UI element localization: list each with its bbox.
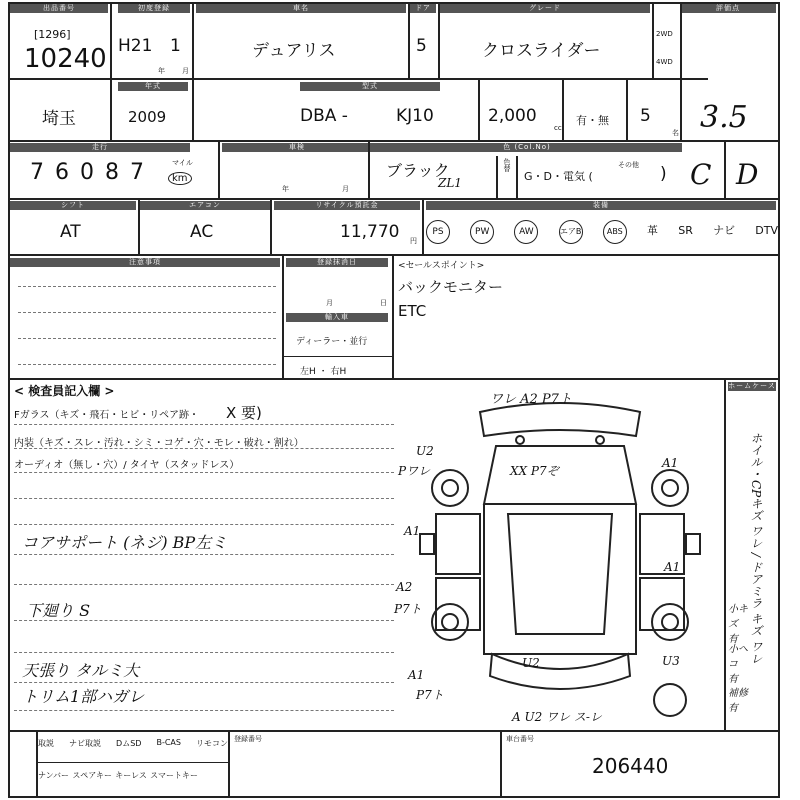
turbo: 有・無 bbox=[576, 114, 609, 127]
fuel-close: ) bbox=[660, 164, 667, 184]
mileage-value: 7 6 0 8 7 bbox=[30, 160, 146, 185]
grade-header: グレード bbox=[440, 4, 650, 13]
eval-header: 評価点 bbox=[680, 4, 776, 13]
inspector-line3: オーディオ（無し・穴）/ タイヤ（スタッドレス） bbox=[14, 460, 240, 471]
reg-cancel-header: 登録抹消日 bbox=[286, 258, 388, 267]
capacity: 5 bbox=[640, 106, 651, 126]
model-year: 2009 bbox=[128, 108, 167, 126]
fuel-type: G・D・電気 ( bbox=[524, 170, 593, 183]
inspection-header: 車検 bbox=[222, 143, 372, 152]
car-damage-diagram bbox=[400, 384, 720, 730]
grade: クロスライダー bbox=[482, 41, 601, 61]
notes-header: 注意事項 bbox=[10, 258, 280, 267]
type-header: 型式 bbox=[300, 82, 440, 91]
footer-item: 取説 bbox=[38, 739, 54, 748]
mark-u3: U3 bbox=[662, 654, 680, 668]
equip-ps: PS bbox=[426, 220, 450, 244]
shift-header: シフト bbox=[10, 201, 136, 210]
recycle-fee: 11,770 bbox=[340, 222, 400, 242]
footer-item: B-CAS bbox=[156, 738, 181, 747]
right-note-1: 小キズ 有 bbox=[728, 604, 748, 645]
right-note-2: 小ヘコ 有 bbox=[728, 644, 748, 685]
sales-header: <セールスポイント> bbox=[398, 261, 485, 271]
prefecture: 埼玉 bbox=[42, 109, 76, 129]
lot-code: [1296] bbox=[34, 28, 71, 41]
footer-row2 bbox=[38, 770, 198, 781]
model-year-header: 年式 bbox=[118, 82, 188, 91]
note-underside: 下廻り S bbox=[26, 601, 91, 620]
overall-score: 3.5 bbox=[700, 100, 748, 135]
right-note-3: 補修 有 bbox=[728, 688, 748, 714]
year-suffix: 年 bbox=[158, 67, 165, 75]
car-name: デュアリス bbox=[252, 41, 336, 61]
equip-aw: AW bbox=[514, 220, 538, 244]
repaint-label: 色替 bbox=[503, 158, 511, 172]
capacity-unit: 名 bbox=[672, 129, 679, 137]
equip-dtv: DTV bbox=[755, 224, 778, 237]
type-code: KJ10 bbox=[396, 106, 434, 126]
aircon: AC bbox=[190, 222, 214, 242]
lot-number: 10240 bbox=[24, 44, 107, 74]
reg-month: 1 bbox=[170, 36, 181, 56]
mark-pware: Pワレ bbox=[398, 464, 431, 478]
mark-u2: U2 bbox=[416, 444, 434, 458]
color-code: ZL1 bbox=[438, 176, 462, 190]
cc-unit: cc bbox=[554, 124, 562, 132]
reg-number-label: 登録番号 bbox=[234, 735, 262, 743]
mark-roof: XX P7ぞ bbox=[510, 464, 559, 478]
color-header: 色 (Col.No) bbox=[372, 143, 682, 152]
inspector-line1: Fガラス（キズ・飛石・ヒビ・リペア跡・ bbox=[14, 410, 200, 421]
right-col-header: ホームケース bbox=[728, 382, 776, 390]
reg-day-label: 日 bbox=[380, 299, 387, 307]
equip-sr: SR bbox=[678, 224, 693, 237]
equip-leather: 革 bbox=[647, 224, 659, 237]
sales-point-2: ETC bbox=[398, 302, 427, 320]
note-headliner: 天張り タルミ大 bbox=[22, 661, 140, 680]
footer-item: ナビ取説 bbox=[69, 739, 102, 748]
drive-2wd: 2WD bbox=[656, 30, 673, 38]
mile-label: マイル bbox=[172, 159, 193, 167]
footer-item: キーレス bbox=[115, 771, 147, 780]
note-trim: トリム1部ハガレ bbox=[22, 687, 145, 706]
note-core-support: コアサポート (ネジ) BP左ミ bbox=[22, 533, 228, 552]
aircon-header: エアコン bbox=[140, 201, 270, 210]
mark-top: ワレ A2 P7ト bbox=[490, 392, 572, 407]
type-prefix: DBA - bbox=[300, 106, 348, 126]
car-name-header: 車名 bbox=[196, 4, 406, 13]
frame-left bbox=[8, 2, 10, 798]
mark-p7-bottom: P7ト bbox=[416, 688, 444, 702]
equipment-row bbox=[426, 220, 778, 244]
mark-a1-right: A1 bbox=[662, 456, 679, 470]
yen-unit: 円 bbox=[410, 237, 417, 245]
transmission: AT bbox=[60, 222, 81, 242]
mark-a1-rright: A1 bbox=[664, 560, 681, 574]
import-header: 輸入車 bbox=[286, 313, 388, 322]
handle-side: 左H ・ 右H bbox=[300, 367, 347, 377]
doors-header: ドア bbox=[410, 4, 436, 13]
frame-right bbox=[778, 2, 780, 798]
recycle-header: リサイクル預託金 bbox=[274, 201, 420, 210]
frame-bottom bbox=[8, 796, 780, 798]
other-label: その他 bbox=[618, 161, 639, 169]
sales-point-1: バックモニター bbox=[398, 278, 504, 296]
mark-p7-left: P7ト bbox=[394, 602, 422, 616]
chassis-label: 車台番号 bbox=[506, 735, 534, 743]
inspector-line1-mark: X 要) bbox=[226, 404, 262, 422]
exterior-score: D bbox=[736, 158, 759, 191]
footer-item: リモコン bbox=[195, 739, 228, 748]
footer-item: DムSD bbox=[116, 739, 142, 748]
equip-pw: PW bbox=[470, 220, 494, 244]
inspector-title: < 検査員記入欄 > bbox=[14, 384, 115, 398]
mark-bottom: A U2 ワレ ス-レ bbox=[512, 710, 602, 724]
mark-a1-left: A1 bbox=[404, 524, 421, 538]
interior-score: C bbox=[690, 158, 712, 191]
footer-item: スペアキー bbox=[72, 771, 112, 780]
equipment-header: 装備 bbox=[426, 201, 776, 210]
drive-4wd: 4WD bbox=[656, 58, 673, 66]
km-unit: km bbox=[168, 172, 192, 185]
inspection-month: 月 bbox=[342, 185, 349, 193]
footer-item: ナンバー bbox=[38, 771, 70, 780]
mark-a1-bottom: A1 bbox=[408, 668, 425, 682]
mark-u2-bottom: U2 bbox=[522, 656, 540, 670]
footer-row1 bbox=[38, 738, 228, 749]
mark-a2-left: A2 bbox=[396, 580, 413, 594]
listing-header: 出品番号 bbox=[10, 4, 108, 13]
equip-abs: ABS bbox=[603, 220, 627, 244]
doors: 5 bbox=[416, 36, 427, 56]
inspection-year: 年 bbox=[282, 185, 289, 193]
chassis-number: 206440 bbox=[592, 754, 669, 778]
reg-month-label: 月 bbox=[326, 299, 333, 307]
equip-airbag: エアB bbox=[559, 220, 583, 244]
displacement: 2,000 bbox=[488, 106, 537, 126]
equip-navi: ナビ bbox=[713, 224, 736, 237]
reg-era: H21 bbox=[118, 36, 153, 56]
right-col-text: ホイル・CPキズ ワレ / ドアミラ キズ ワレ bbox=[749, 432, 763, 665]
dealer-type: ディーラー・並行 bbox=[296, 337, 368, 347]
first-reg-header: 初度登録 bbox=[118, 4, 190, 13]
inspector-line2: 内装（キズ・スレ・汚れ・シミ・コゲ・穴・モレ・破れ・割れ） bbox=[14, 438, 304, 449]
footer-item: スマートキー bbox=[150, 771, 198, 780]
month-suffix: 月 bbox=[182, 67, 189, 75]
color-value: ブラック bbox=[386, 161, 450, 180]
mileage-header: 走行 bbox=[10, 143, 190, 152]
